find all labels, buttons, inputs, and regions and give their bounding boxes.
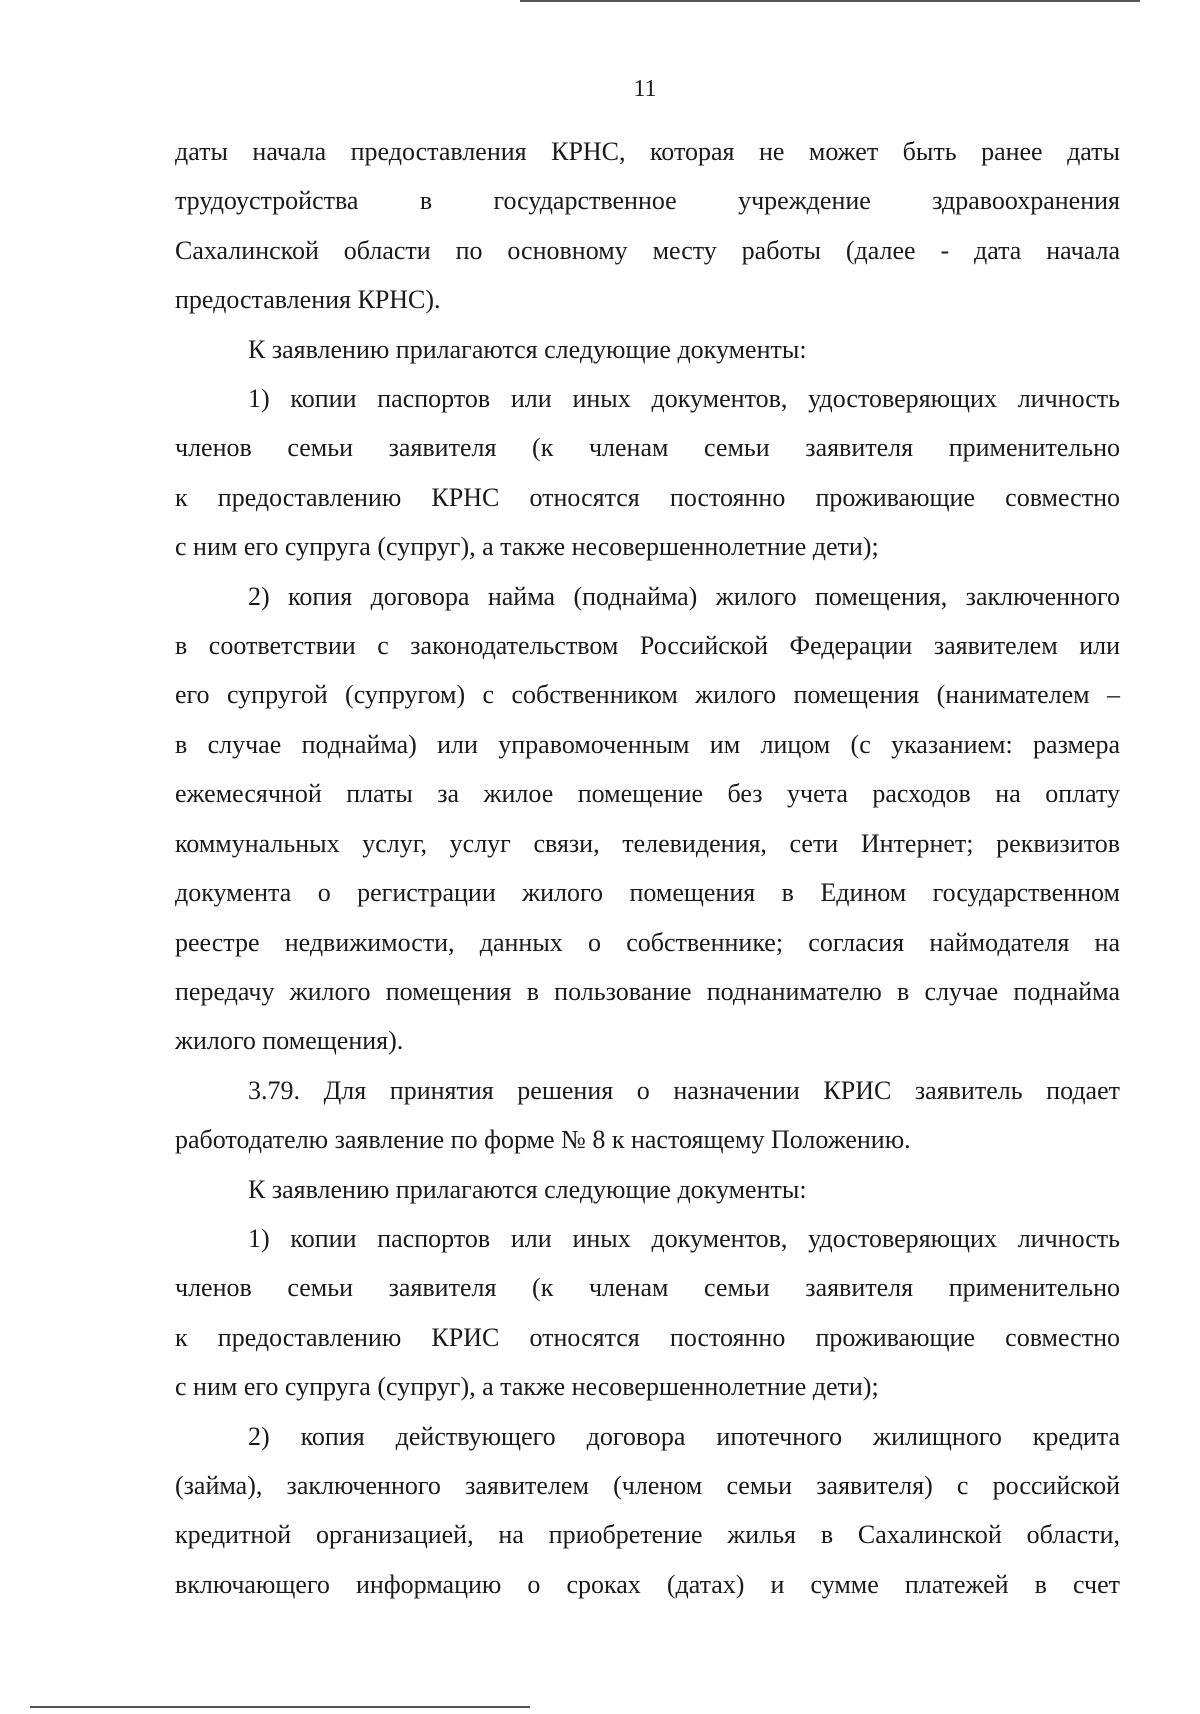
text-line: трудоустройства в государственное учреждение здравоохранения: [175, 186, 1120, 216]
text-line: реестре недвижимости, данных о собственнике; согласия наймодателя на: [175, 927, 1120, 957]
text-line: документа о регистрации жилого помещения в Едином государственном: [175, 878, 1120, 908]
text-line: 3.79. Для принятия решения о назначении КРИС заявитель подает: [248, 1075, 1120, 1105]
text-line: Сахалинской области по основному месту работы (далее - дата начала: [175, 235, 1120, 265]
text-line: предоставления КРНС).: [175, 285, 441, 315]
text-line: его супругой (супругом) с собственником жилого помещения (нанимателем –: [175, 680, 1120, 710]
text-line: 2) копия договора найма (поднайма) жилого помещения, заключенного: [248, 581, 1120, 611]
text-line: К заявлению прилагаются следующие документы:: [248, 334, 807, 364]
text-line: 1) копии паспортов или иных документов, удостоверяющих личность: [248, 1223, 1120, 1253]
text-line: в случае поднайма) или управомоченным им лицом (с указанием: размера: [175, 729, 1120, 759]
text-line: работодателю заявление по форме № 8 к настоящему Положению.: [175, 1125, 911, 1155]
scan-edge-line-bottom: [30, 1706, 530, 1708]
text-line: 2) копия действующего договора ипотечного жилищного кредита: [248, 1421, 1120, 1451]
text-line: к предоставлению КРИС относятся постоянно проживающие совместно: [175, 1322, 1120, 1352]
text-line: жилого помещения).: [175, 1026, 404, 1056]
text-line: с ним его супруга (супруг), а также несовершеннолетние дети);: [175, 532, 879, 562]
text-line: К заявлению прилагаются следующие документы:: [248, 1174, 807, 1204]
text-line: членов семьи заявителя (к членам семьи заявителя применительно: [175, 433, 1120, 463]
text-line: (займа), заключенного заявителем (членом семьи заявителя) с российской: [175, 1470, 1120, 1500]
text-line: 1) копии паспортов или иных документов, удостоверяющих личность: [248, 384, 1120, 414]
text-line: с ним его супруга (супруг), а также несовершеннолетние дети);: [175, 1372, 879, 1402]
page-number: 11: [633, 76, 657, 102]
text-line: к предоставлению КРНС относятся постоянно проживающие совместно: [175, 482, 1120, 512]
text-line: ежемесячной платы за жилое помещение без учета расходов на оплату: [175, 779, 1120, 809]
text-line: в соответствии с законодательством Российской Федерации заявителем или: [175, 631, 1120, 661]
text-line: даты начала предоставления КРНС, которая не может быть ранее даты: [175, 137, 1120, 166]
text-line: членов семьи заявителя (к членам семьи заявителя применительно: [175, 1273, 1120, 1303]
scan-edge-line-top: [520, 0, 1140, 2]
text-line: коммунальных услуг, услуг связи, телевидения, сети Интернет; реквизитов: [175, 828, 1120, 858]
document-body: [175, 127, 1120, 1609]
text-line: кредитной организацией, на приобретение жилья в Сахалинской области,: [175, 1520, 1120, 1550]
text-line: передачу жилого помещения в пользование поднанимателю в случае поднайма: [175, 976, 1120, 1006]
text-line: включающего информацию о сроках (датах) и сумме платежей в счет: [175, 1569, 1120, 1599]
